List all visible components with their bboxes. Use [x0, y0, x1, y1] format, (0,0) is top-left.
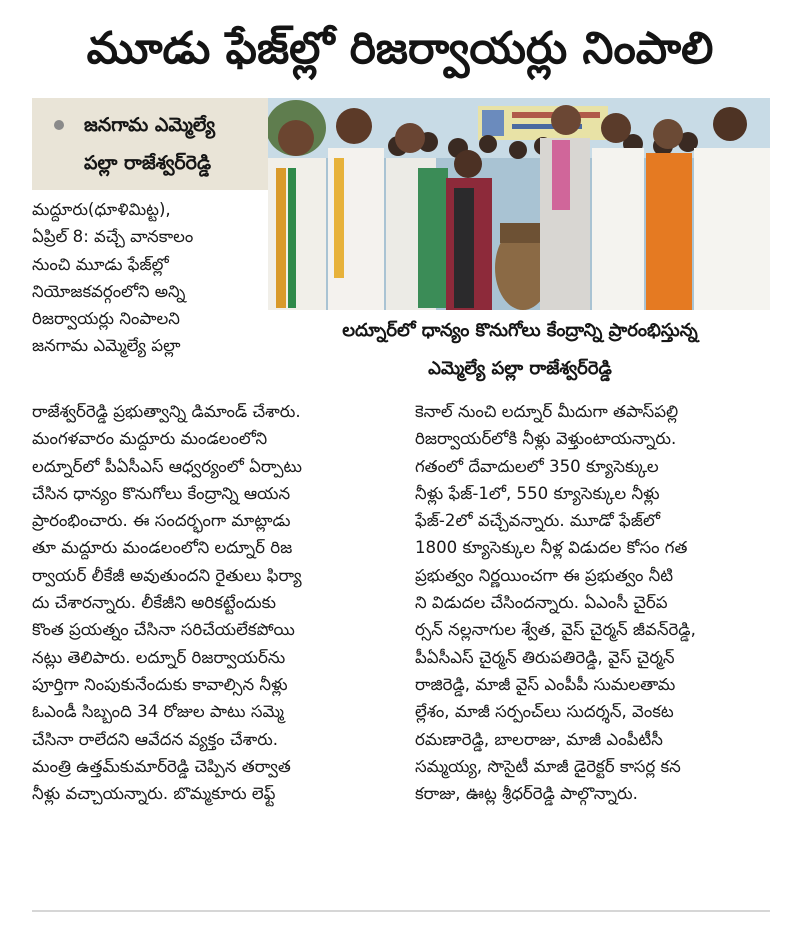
text-line: దు చేశారన్నారు. లీకేజీని అరికట్టేందుకు — [32, 593, 277, 613]
text-line: లద్నూర్‌లో పీఏసీఎస్ ఆధ్వర్యంలో ఏర్పాటు — [32, 456, 303, 476]
text-line: రిజర్వాయర్లు నింపాలని — [32, 309, 180, 329]
text-line: రాజిరెడ్డి, మాజీ వైస్ ఎంపీపీ సుమలతామ — [415, 674, 676, 694]
caption-line-2: ఎమ్మెల్యే పల్లా రాజేశ్వర్‌రెడ్డి — [428, 358, 612, 379]
text-line: 1800 క్యూసెక్కుల నీళ్ల విడుదల కోసం గత — [415, 538, 688, 558]
text-line: ఓఎండీ సిబ్బంది 34 రోజుల పాటు సమ్మె — [32, 702, 284, 722]
news-photo-illustration — [268, 98, 770, 310]
text-line: నియోజకవర్గంలోని అన్ని — [32, 281, 186, 301]
subhead-line-2: పల్లా రాజేశ్వర్‌రెడ్డి — [84, 152, 211, 174]
news-photo — [268, 98, 770, 310]
body-column-right — [415, 398, 777, 807]
text-line: జనగామ ఎమ్మెల్యే పల్లా — [32, 336, 181, 356]
text-line: చేసినా రాలేదని ఆవేదన వ్యక్తం చేశారు. — [32, 729, 279, 749]
text-line: మంత్రి ఉత్తమ్‌కుమార్‌రెడ్డి చెప్పిన తర్వాత — [32, 756, 291, 776]
text-line: రిజర్వాయర్‌లోకి నీళ్లు వెళ్తుంటాయన్నారు. — [415, 429, 677, 449]
text-line: తూ మద్దూరు మండలంలోని లద్నూర్ రిజ — [32, 538, 293, 558]
text-line: ర్వాయర్ లీకేజీ అవుతుందని రైతులు ఫిర్యా — [32, 565, 302, 585]
text-line: మంగళవారం మద్దూరు మండలంలోని — [32, 429, 268, 449]
text-line: కొంత ప్రయత్నం చేసినా సరిచేయలేకపోయి — [32, 620, 295, 640]
body-column-left-top — [32, 196, 264, 360]
section-divider — [32, 910, 770, 912]
text-line: ప్రారంభించారు. ఈ సందర్భంగా మాట్లాడు — [32, 511, 291, 531]
text-line: గతంలో దేవాదులలో 350 క్యూసెక్కుల — [415, 456, 659, 476]
subhead-line-1: జనగామ ఎమ్మెల్యే — [84, 114, 216, 136]
text-line: సమ్మయ్య, సొసైటీ మాజీ డైరెక్టర్ కాసర్ల కన — [415, 756, 681, 776]
text-line: నుంచి మూడు ఫేజ్‌ల్లో — [32, 254, 169, 274]
text-line: రాజేశ్వర్‌రెడ్డి ప్రభుత్వాన్ని డిమాండ్ చేశారు. — [32, 402, 301, 421]
text-line: ని విడుదల చేసిందన్నారు. ఏఎంసీ చైర్‌ప — [415, 593, 668, 613]
text-line: ఏప్రిల్ 8: వచ్చే వానకాలం — [32, 227, 194, 247]
caption-line-1: లద్నూర్‌లో ధాన్యం కొనుగోలు కేంద్రాన్ని ప్రారంభిస్తున్న — [342, 320, 698, 341]
text-line: పూర్తిగా నింపుకునేందుకు కావాల్సిన నీళ్లు — [32, 674, 288, 694]
photo-caption — [270, 312, 770, 392]
text-line: ల్లేశం, మాజీ సర్పంచ్‌లు సుదర్శన్, వెంకట — [415, 702, 674, 722]
subhead-box — [32, 98, 268, 190]
bullet-icon — [54, 120, 64, 130]
text-line: రమణారెడ్డి, బాలరాజు, మాజీ ఎంపీటీసీ — [415, 729, 663, 749]
text-line: ప్రభుత్వం నిర్ణయించగా ఈ ప్రభుత్వం నీటి — [415, 565, 674, 585]
text-line: చేసిన ధాన్యం కొనుగోలు కేంద్రాన్ని ఆయన — [32, 483, 291, 503]
text-line: నీళ్లు ఫేజ్-1లో, 550 క్యూసెక్కుల నీళ్లు — [415, 483, 660, 503]
text-line: నీళ్లు వచ్చాయన్నారు. బొమ్మకూరు లెఫ్ట్ — [32, 784, 276, 804]
text-line: పీఏసీఎస్ చైర్మన్ తిరుపతిరెడ్డి, వైస్ చైర్మన్ — [415, 647, 675, 667]
text-line: మద్దూరు(ధూళిమిట్ట), — [32, 200, 171, 219]
text-line: ర్సన్ నల్లనాగుల శ్వేత, వైస్ చైర్మన్ జీవన్‌రెడ్డి, — [415, 620, 696, 640]
headline: మూడు ఫేజ్‌ల్లో రిజర్వాయర్లు నింపాలి — [86, 23, 714, 74]
text-line: కరాజు, ఊట్ల శ్రీధర్‌రెడ్డి పాల్గొన్నారు. — [415, 784, 638, 804]
text-line: ఫేజ్-2లో వచ్చేవన్నారు. మూడో ఫేజ్‌లో — [415, 511, 661, 531]
text-line: నట్లు తెలిపారు. లద్నూర్ రిజర్వాయర్‌ను — [32, 647, 286, 667]
body-column-left — [32, 398, 400, 807]
text-line: కెనాల్ నుంచి లద్నూర్ మీదుగా తపాస్‌పల్లి — [415, 402, 679, 421]
